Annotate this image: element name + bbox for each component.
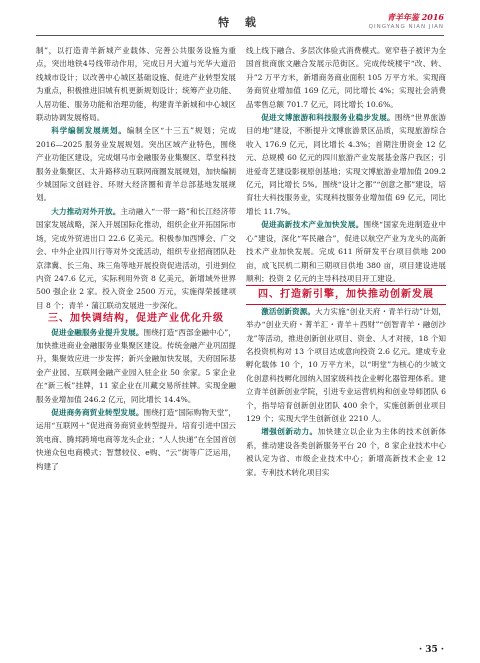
subheading: 促进文博旅游和科技服务业稳步发展。	[261, 113, 395, 123]
paragraph-text: 围绕打造“国际购物天堂”，运用“互联网＋”促进商务商贸业转型提升。培育引进中国云筑电商、腾邦跨境电商等龙头企业；“人人快递”在全国首创快递众包电商模式；智慧较仪、e购、“云”街等广泛运用，构建了	[36, 407, 237, 471]
subheading: 大力推动对外开放。	[51, 206, 121, 216]
left-column	[36, 44, 236, 473]
section-heading: 四、打造新引擎，加快推动创新发展	[246, 285, 446, 304]
paragraph-text: 加快建立以企业为主体的技术创新体系，推动建设各类创新服务平台 20 个，8 家企业技术中心被认定为省、市级企业技术中心；新增高新技术企业 12 家。专利技术转化项目实	[246, 427, 447, 477]
header-rule	[36, 35, 444, 36]
paragraph	[36, 406, 236, 473]
paragraph-text: 编制全区“十三五”规划；完成 2016—2025 服务业发展规划。突出区域产业特色，围绕产业功能区建设，完成烟马市金融服务业集聚区、草堂科技服务业集聚区、太升路移动互联网商圈发展规划，加快编制少城国际文创硅谷、环财大经济圈和青羊总部基地发展规划。	[36, 126, 237, 203]
subheading: 促进高新技术产业加快发展。	[261, 220, 364, 230]
subheading: 科学编制发展规划。	[51, 126, 127, 136]
page-header	[0, 0, 480, 44]
paragraph: 制”，以打造青羊新城产业载体、完善公共服务设施为重点，突出地铁4号线带动作用，完成日月大道与光华大道沿线城市设计；以改善中心城区基础设施、促进产业转型发展为重点，积极推进旧城有机更新规划设计；统筹产业功能、人居功能、服务功能和治理功能，构建青羊新城和中心城区联动协调发展格局。	[36, 46, 236, 123]
paragraph-text: 围绕打造“西部金融中心”，加快推进商业金融服务业集聚区建设。传统金融产业巩固提升，集聚效应进一步发挥；新兴金融加快发展，天府国际基金产业园、互联网金融产业园入驻企业 50 余家。5 家企业在“新三板”挂牌，11 家企业在川藏交易所挂牌。实现金融服务业增加值 246.2 亿元，同比增长 14.4%。	[36, 327, 237, 404]
subheading: 激活创新资源。	[261, 306, 316, 316]
subheading: 增强创新动力。	[261, 427, 318, 437]
section-heading: 三、加快调结构，促进产业优化升级	[48, 313, 224, 325]
paragraph	[246, 218, 446, 285]
yearbook-brand: 青羊年鉴 2016	[386, 12, 444, 22]
page-number: · 35 ·	[418, 645, 444, 655]
paragraph	[36, 326, 236, 406]
subheading: 促进商务商贸业转型发展。	[51, 407, 144, 417]
paragraph	[246, 425, 446, 479]
paragraph	[36, 205, 236, 312]
yearbook-pinyin: QINGYANG NIAN JIAN	[368, 24, 444, 30]
paragraph	[246, 305, 446, 426]
paragraph: 线上线下融合、多层次体验式消费模式。宽窄巷子被评为全国首批商旅文融合发展示范街区。完成传统楼宇“改、转、升”2 万平方米，新增商务商业面积 105 万平方米。实现商务商贸业增加值 169 亿元，同比增长 4%；实现社会消费品零售总额 701.7 亿元，同比增长 10.6%。	[246, 46, 446, 109]
paragraph-text: 围绕“世界旅游目的地”建设，不断提升文博旅游景区品质，实现旅游综合收入 176.9 亿元，同比增长 4.3%；首期注册资金 12 亿元、总规模 60 亿元的四川旅游产业发展基金落户我区；引进爱奇艺建设影视原创基地；实现文博旅游业增加值 209.2 亿元，同比增长 5%。围绕“设计之都”“创意之都”建设，培育壮大科技服务业，实现科技服务业增加值 69 亿元，同比增长 11.7%。	[246, 113, 447, 216]
right-column	[246, 44, 446, 479]
paragraph-text: 主动融入“一带一路”和长江经济带国家发展战略，深入开展国际化推动，组织企业开拓国际市场，完成外贸进出口 22.6 亿美元。积极参加西博会、广交会、中外企业四川行等对外交流活动，组织专业招商团队赴京津冀、长三角、珠三角等地开展投资促进活动，引进到位内资 247.6 亿元，实际利用外资 8 亿美元，新增域外世界 500 强企业 2 家。投入资金 2500 万元，实施得荣援建项目 8 个；青羊・蒲江联动发展进一步深化。	[36, 206, 237, 310]
paragraph	[246, 111, 446, 218]
paragraph-text: 围绕“国家先进制造业中心”建设，深化“军民融合”，促进以航空产业为龙头的高新技术产业加快发展。完成 611 所研发平台项目供地 200 亩，成飞民机二期和三期项目供地 380 亩，项目建设进展顺利；投资 2 亿元的主导科技项目开工建设。	[246, 220, 446, 283]
paragraph	[36, 124, 236, 204]
paragraph-text: 大力实施“创业天府・青羊行动”计划，举办“创业天府・菁羊汇・青羊＋西财”“创智青羊・融创沙龙”等活动，推进创新创业项目、资金、人才对接，18 个知名投资机构对 13 个项目达成意向投资 2.6 亿元。建成专业孵化载体 10 个，10 万平方米，以“明堂”为核心的少城文化创意科技孵化园纳入国家级科技企业孵化器管理体系。建立青羊创新创业学院，引进专业运营机构和创业导师团队 6 个，指导培育创新创业团队 400 余个，实施创新创业项目 129 个；实现大学生创新创业 2210 人。	[246, 306, 447, 423]
subheading: 促进金融服务业提升发展。	[51, 327, 144, 337]
section-title: 特 载	[218, 16, 262, 29]
